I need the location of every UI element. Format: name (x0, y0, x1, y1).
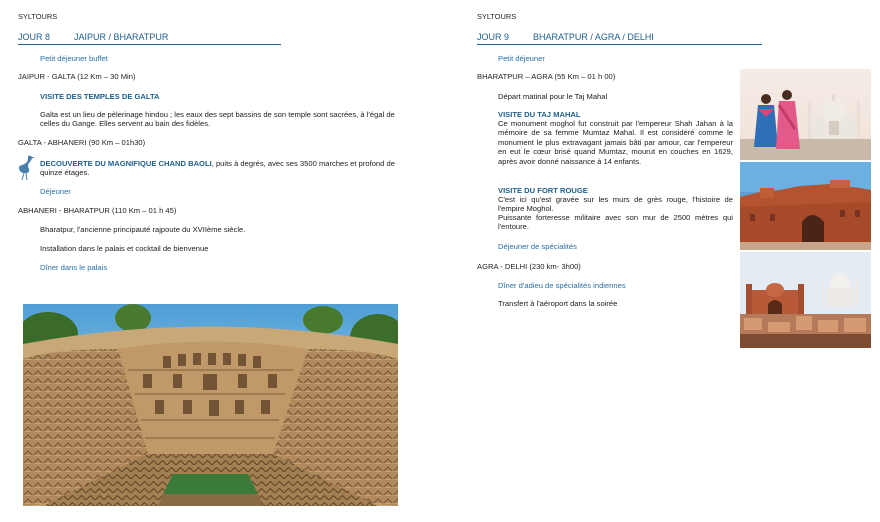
right-route-bharatpur-agra: BHARATPUR – AGRA (55 Km – 01 h 00) (477, 72, 616, 81)
left-lunch: Déjeuner (40, 187, 71, 196)
left-visit-chand-baoli-text: , puits à degrés, avec ses 3500 marches et profond de quinze étages. (40, 159, 395, 178)
left-para-bharatpur: Bharatpur, l'ancienne principauté rajpoute du XVIIème siècle. (40, 225, 246, 234)
left-visit-galta-text: Galta est un lieu de pèlerinage hindou ; les eaux des sept bassins de son temple sont sacrées, à l'égal de celles du Gange. Elles servent au bain des fidèles. (40, 110, 395, 129)
red-fort-photo (740, 162, 871, 250)
right-route-agra-delhi: AGRA - DELHI (230 km- 3h00) (477, 262, 581, 271)
left-route-abhaneri-bharatpur: ABHANERI - BHARATPUR (110 Km – 01 h 45) (18, 206, 177, 215)
left-day-header (18, 32, 281, 45)
chand-baori-photo (23, 304, 398, 506)
right-visit-fort-heading: VISITE DU FORT ROUGE (498, 186, 588, 195)
right-day-title: BHARATPUR / AGRA / DELHI (533, 32, 654, 42)
right-dinner: Dîner d'adieu de spécialités indiennes (498, 281, 626, 290)
left-route-galta-abhaneri: GALTA - ABHANERI (90 Km – 01h30) (18, 138, 146, 147)
right-visit-fort-text2: Puissante forteresse militaire avec son mur de 2500 mètres qui l'entoure. (498, 213, 733, 232)
right-visit-taj-text: Ce monument moghol fut construit par l'empereur Shah Jahan à la mémoire de sa femme Mumtaz Mahal. Il est considéré comme le monument le plus extravagant jamais bâti par amour, car l'empereur en eut le cœur brisé quand Mumtaz, mourut en couches en 1629, après avoir donné naissance à 14 enfants. (498, 119, 733, 166)
agra-skyline-photo (740, 252, 871, 348)
taj-mahal-photo (740, 69, 871, 160)
left-visit-galta-heading: VISITE DES TEMPLES DE GALTA (40, 92, 160, 101)
left-para-installation: Installation dans le palais et cocktail de bienvenue (40, 244, 209, 253)
left-dinner: Dîner dans le palais (40, 263, 108, 272)
left-brand: SYLTOURS (18, 12, 58, 21)
right-departure: Départ matinal pour le Taj Mahal (498, 92, 608, 101)
right-lunch: Déjeuner de spécialités (498, 242, 577, 251)
left-breakfast: Petit déjeuner buffet (40, 54, 108, 63)
right-visit-fort-text1: C'est ici qu'est gravée sur les murs de grès rouge, l'histoire de l'empire Moghol. (498, 195, 733, 214)
heron-icon (14, 154, 36, 180)
left-route-jaipur-galta: JAIPUR - GALTA (12 Km – 30 Min) (18, 72, 136, 81)
right-breakfast: Petit déjeuner (498, 54, 545, 63)
left-visit-chand-baoli-heading: DECOUVERTE DU MAGNIFIQUE CHAND BAOLI (40, 159, 212, 168)
right-brand: SYLTOURS (477, 12, 517, 21)
left-visit-chand-baoli (40, 159, 398, 178)
left-day-title: JAIPUR / BHARATPUR (74, 32, 169, 42)
right-day-header (477, 32, 762, 45)
right-day-label: JOUR 9 (477, 32, 510, 42)
right-transfer: Transfert à l'aéroport dans la soirée (498, 299, 618, 308)
right-visit-taj-heading: VISITE DU TAJ MAHAL (498, 110, 581, 119)
left-day-label: JOUR 8 (18, 32, 51, 42)
